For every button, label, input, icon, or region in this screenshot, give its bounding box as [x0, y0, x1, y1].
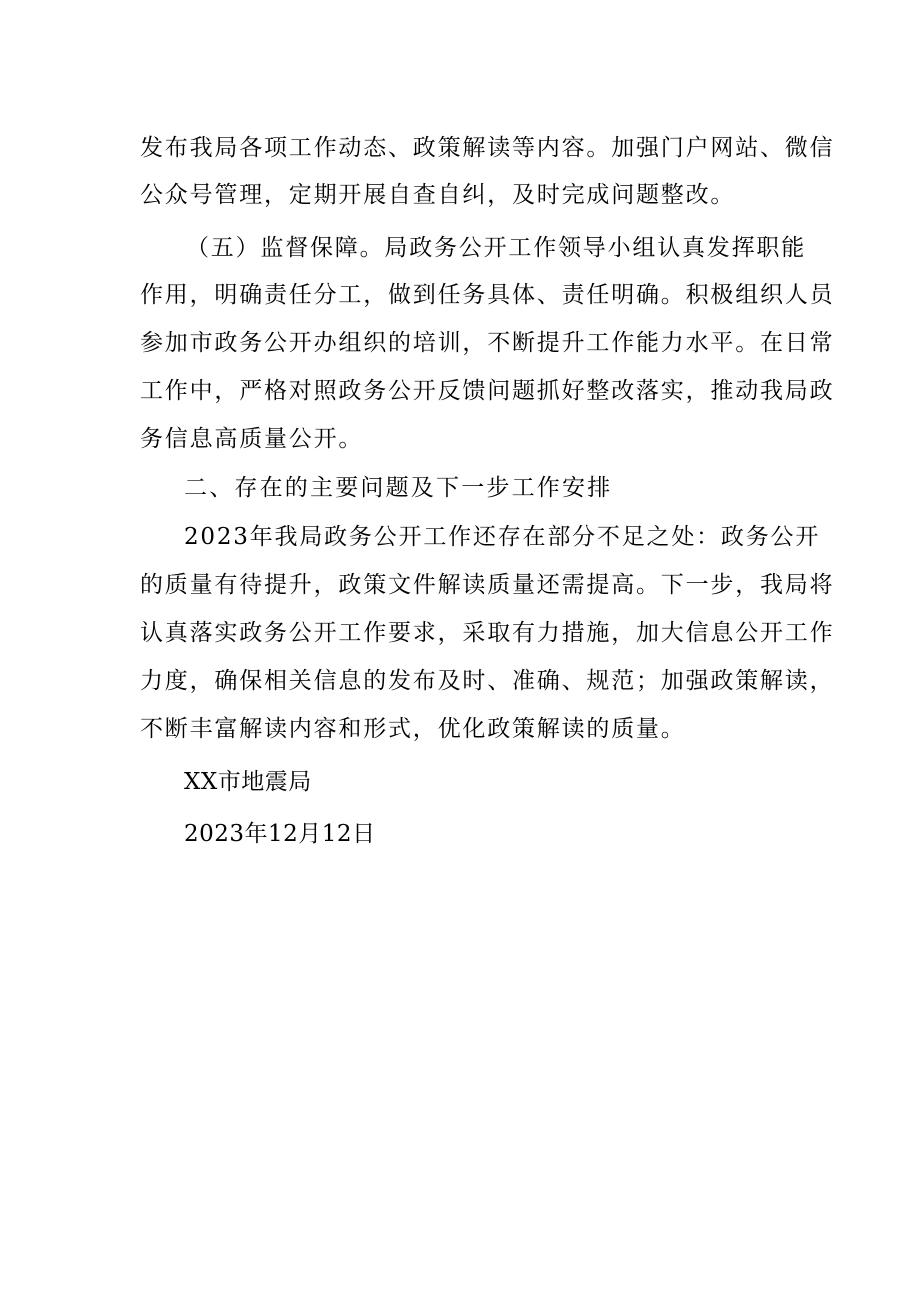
text-line: 力度，确保相关信息的发布及时、准确、规范；加强政策解读，	[140, 668, 835, 694]
text-line: 不断丰富解读内容和形式，优化政策解读的质量。	[140, 716, 686, 742]
text-line: 公众号管理，定期开展自查自纠，及时完成问题整改。	[140, 182, 736, 208]
text-line: 作用，明确责任分工，做到任务具体、责任明确。积极组织人员	[140, 282, 835, 308]
text-line: 认真落实政务公开工作要求，采取有力措施，加大信息公开工作	[140, 620, 835, 646]
text-line: 发布我局各项工作动态、政策解读等内容。加强门户网站、微信	[140, 135, 835, 161]
text-line: 2023年我局政务公开工作还存在部分不足之处：政务公开	[184, 524, 821, 550]
text-line: 参加市政务公开办组织的培训，不断提升工作能力水平。在日常	[140, 330, 835, 356]
signature-date: 2023年12月12日	[184, 821, 376, 847]
text-line: 的质量有待提升，政策文件解读质量还需提高。下一步，我局将	[140, 572, 835, 598]
signature-organization: XX市地震局	[184, 769, 312, 795]
text-line: 务信息高质量公开。	[140, 426, 364, 452]
section-heading: 二、存在的主要问题及下一步工作安排	[184, 475, 613, 501]
paragraph-heading-line: （五）监督保障。局政务公开工作领导小组认真发挥职能	[186, 235, 806, 261]
text-line: 工作中，严格对照政务公开反馈问题抓好整改落实，推动我局政	[140, 378, 835, 404]
